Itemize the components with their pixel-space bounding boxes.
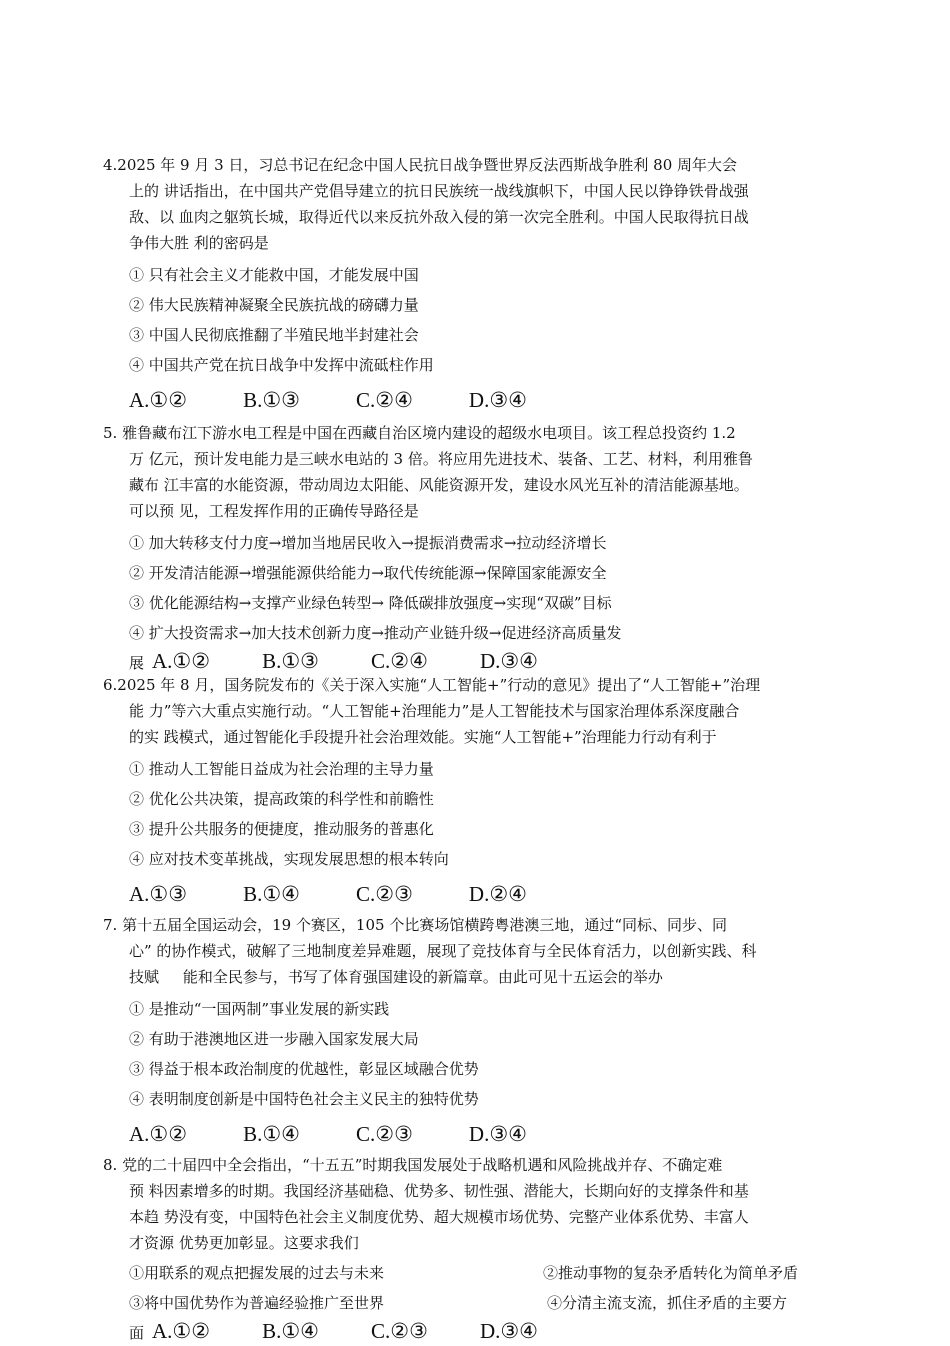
statement-2: ② 伟大民族精神凝聚全民族抗战的磅礴力量 — [129, 296, 419, 314]
stem-line: 万 亿元，预计发电能力是三峡水电站的 3 倍。将应用先进技术、装备、工艺、材料，利用雅鲁 — [129, 450, 753, 468]
question-6-stem — [103, 672, 863, 750]
statement-4-continuation: 展 — [129, 654, 145, 672]
stem-line: 8. 党的二十届四中全会指出，“十五五”时期我国发展处于战略机遇和风险挑战并存、不确定难 — [103, 1156, 723, 1174]
stem-line: 心” 的协作模式，破解了三地制度差异难题，展现了竞技体育与全民体育活力，以创新实践、科 — [129, 942, 757, 960]
choice-c[interactable]: C.②③ — [356, 1122, 413, 1146]
stem-line: 预 料因素增多的时期。我国经济基础稳、优势多、韧性强、潜能大，长期向好的支撑条件和基 — [129, 1182, 749, 1200]
statement-4: ④分清主流支流，抓住矛盾的主要方 — [547, 1294, 788, 1312]
answer-choices — [103, 1318, 863, 1346]
statement-3: ③ 得益于根本政治制度的优越性，彰显区域融合优势 — [129, 1060, 479, 1078]
statement-1: ①用联系的观点把握发展的过去与未来 — [129, 1264, 385, 1282]
choice-a[interactable]: A.①② — [152, 649, 211, 673]
statement-4: ④ 应对技术变革挑战，实现发展思想的根本转向 — [129, 850, 449, 868]
choice-b[interactable]: B.①④ — [243, 882, 300, 906]
answer-choices — [103, 1122, 863, 1147]
statement-3: ③将中国优势作为普遍经验推广至世界 — [129, 1294, 385, 1312]
choice-a[interactable]: A.①② — [129, 388, 188, 412]
stem-line: 5. 雅鲁藏布江下游水电工程是中国在西藏自治区境内建设的超级水电项目。该工程总投资约 1.2 — [103, 424, 736, 442]
question-5-stem — [103, 420, 863, 524]
statement-1: ① 推动人工智能日益成为社会治理的主导力量 — [129, 760, 434, 778]
statement-1: ① 加大转移支付力度→增加当地居民收入→提振消费需求→拉动经济增长 — [129, 534, 607, 552]
question-5 — [103, 420, 863, 676]
statement-3: ③ 中国人民彻底推翻了半殖民地半封建社会 — [129, 326, 419, 344]
statement-2: ② 开发清洁能源→增强能源供给能力→取代传统能源→保障国家能源安全 — [129, 564, 607, 582]
statement-row-1 — [103, 1258, 863, 1288]
statement-2: ② 优化公共决策，提高政策的科学性和前瞻性 — [129, 790, 434, 808]
stem-line: 本趋 势没有变，中国特色社会主义制度优势、超大规模市场优势、完整产业体系优势、丰富人 — [129, 1208, 749, 1226]
choice-b[interactable]: B.①④ — [262, 1319, 320, 1343]
answer-choices — [103, 882, 863, 907]
choice-c[interactable]: C.②③ — [356, 882, 413, 906]
choice-a[interactable]: A.①② — [129, 1122, 188, 1146]
stem-line: 可以预 见，工程发挥作用的正确传导路径是 — [129, 502, 419, 520]
question-7 — [103, 912, 863, 1147]
choice-d[interactable]: D.③④ — [479, 649, 539, 673]
choice-d[interactable]: D.③④ — [468, 1122, 527, 1146]
choice-c[interactable]: C.②④ — [371, 649, 428, 673]
statement-1: ① 是推动“一国两制”事业发展的新实践 — [129, 1000, 390, 1018]
choice-b[interactable]: B.①③ — [262, 649, 320, 673]
statement-row-2 — [103, 1288, 863, 1318]
choice-b[interactable]: B.①③ — [243, 388, 300, 412]
question-8 — [103, 1152, 863, 1346]
statement-3: ③ 优化能源结构→支撑产业绿色转型→ 降低碳排放强度→实现“双碳”目标 — [129, 594, 612, 612]
statement-1: ① 只有社会主义才能救中国，才能发展中国 — [129, 266, 419, 284]
choice-d[interactable]: D.③④ — [479, 1319, 539, 1343]
stem-line: 争伟大胜 利的密码是 — [129, 234, 269, 252]
stem-line: 能 力”等六大重点实施行动。“人工智能+治理能力”是人工智能技术与国家治理体系深度融合 — [129, 702, 740, 720]
statement-4: ④ 中国共产党在抗日战争中发挥中流砥柱作用 — [129, 356, 434, 374]
stem-line: 7. 第十五届全国运动会，19 个赛区，105 个比赛场馆横跨粤港澳三地，通过“同标、同步、同 — [103, 916, 728, 934]
choice-c[interactable]: C.②③ — [371, 1319, 428, 1343]
question-4 — [103, 152, 863, 413]
question-4-stem — [103, 152, 863, 256]
choice-a[interactable]: A.①③ — [129, 882, 188, 906]
stem-line: 技赋 能和全民参与，书写了体育强国建设的新篇章。由此可见十五运会的举办 — [129, 968, 663, 986]
choice-d[interactable]: D.③④ — [468, 388, 527, 412]
stem-line: 敌、以 血肉之躯筑长城，取得近代以来反抗外敌入侵的第一次完全胜利。中国人民取得抗日战 — [129, 208, 749, 226]
choice-c[interactable]: C.②④ — [356, 388, 413, 412]
statement-4: ④ 表明制度创新是中国特色社会主义民主的独特优势 — [129, 1090, 479, 1108]
stem-line: 的实 践模式，通过智能化手段提升社会治理效能。实施“人工智能+”治理能力行动有利于 — [129, 728, 717, 746]
question-7-stem — [103, 912, 863, 990]
statement-4: ④ 扩大投资需求→加大技术创新力度→推动产业链升级→促进经济高质量发 — [129, 624, 622, 642]
choice-a[interactable]: A.①② — [152, 1319, 211, 1343]
question-6 — [103, 672, 863, 907]
statement-4-continuation: 面 — [129, 1324, 145, 1342]
answer-choices — [103, 388, 863, 413]
choice-d[interactable]: D.②④ — [468, 882, 527, 906]
choice-b[interactable]: B.①④ — [243, 1122, 300, 1146]
stem-line: 上的 讲话指出，在中国共产党倡导建立的抗日民族统一战线旗帜下，中国人民以铮铮铁骨战强 — [129, 182, 749, 200]
statement-2: ② 有助于港澳地区进一步融入国家发展大局 — [129, 1030, 419, 1048]
statement-2: ②推动事物的复杂矛盾转化为简单矛盾 — [543, 1264, 799, 1282]
stem-line: 4.2025 年 9 月 3 日，习总书记在纪念中国人民抗日战争暨世界反法西斯战争胜利 80 周年大会 — [103, 156, 738, 174]
stem-line: 6.2025 年 8 月，国务院发布的《关于深入实施“人工智能+”行动的意见》提出了“人工智能+”治理 — [103, 676, 761, 694]
question-8-stem — [103, 1152, 863, 1256]
statement-3: ③ 提升公共服务的便捷度，推动服务的普惠化 — [129, 820, 434, 838]
stem-line: 才资源 优势更加彰显。这要求我们 — [129, 1234, 359, 1252]
stem-line: 藏布 江丰富的水能资源，带动周边太阳能、风能资源开发，建设水风光互补的清洁能源基地。 — [129, 476, 749, 494]
